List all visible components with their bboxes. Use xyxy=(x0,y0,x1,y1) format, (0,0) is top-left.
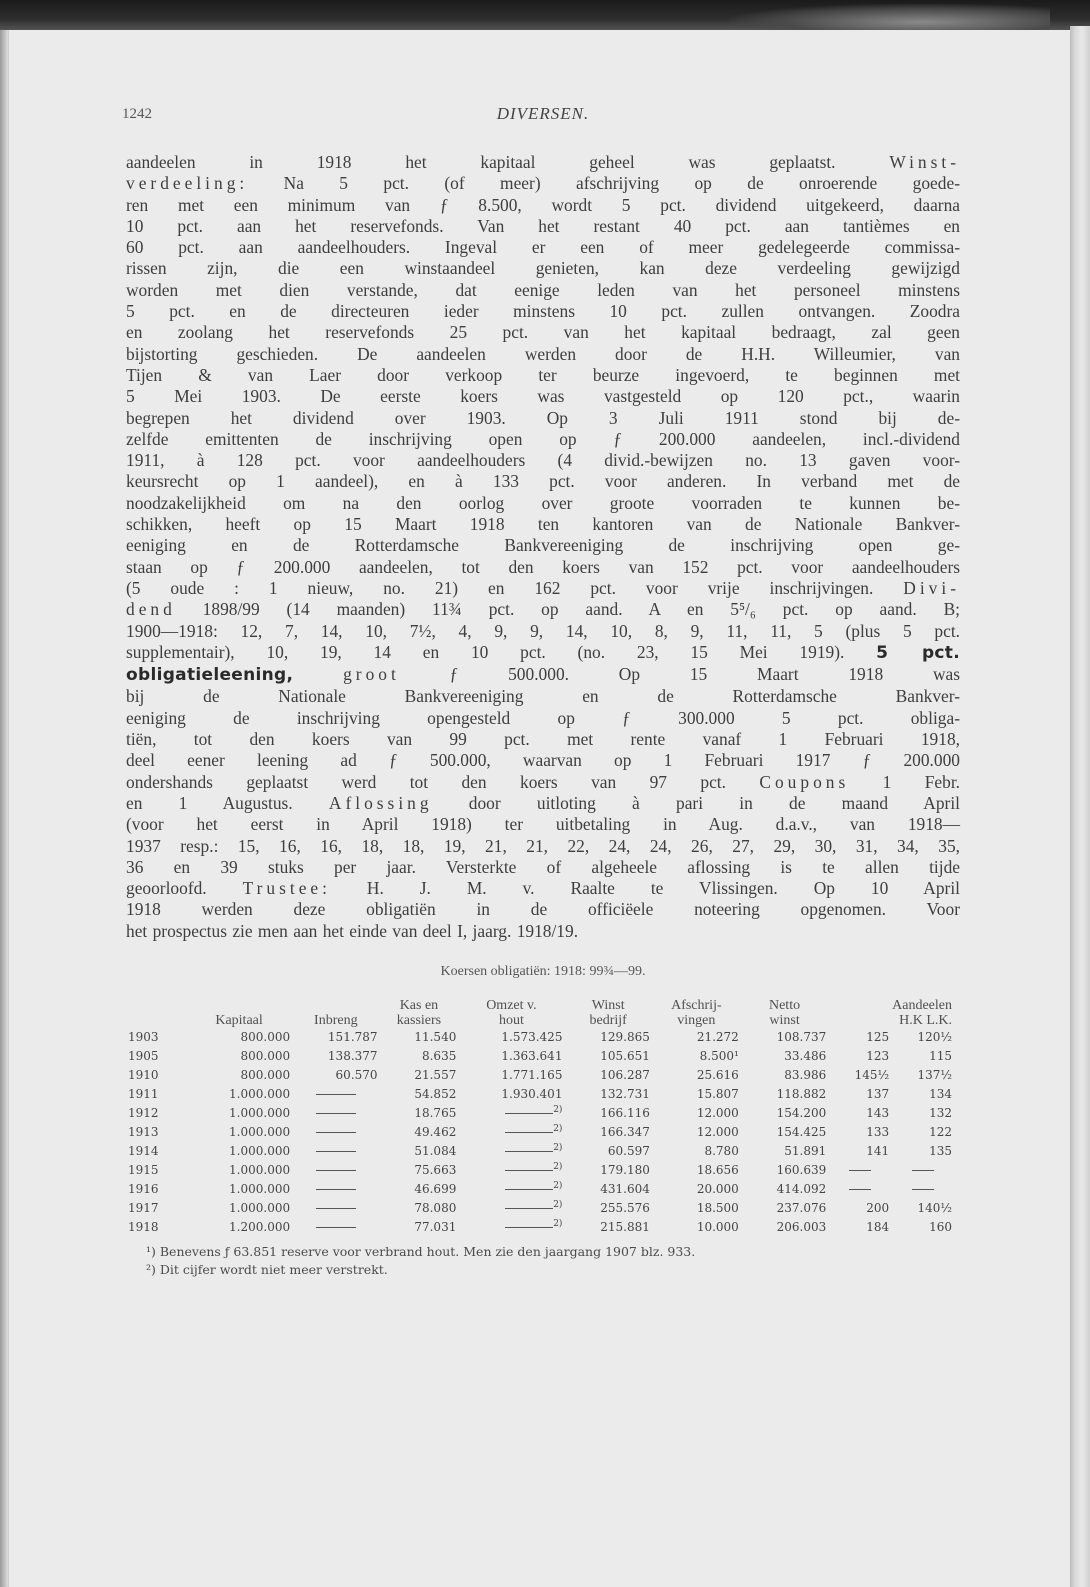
cell-hk: 184 xyxy=(866,1219,890,1234)
text-run: het prospectus zie men aan het einde van deel I, jaarg. 1918/19. xyxy=(126,920,579,941)
empty-dash xyxy=(849,1170,871,1171)
cell-year: 1905 xyxy=(128,1048,159,1063)
cell-year: 1917 xyxy=(128,1200,159,1215)
cell-kapitaal: 1.000.000 xyxy=(229,1162,291,1177)
cell-year: 1912 xyxy=(128,1105,159,1120)
text-line xyxy=(126,195,960,216)
footnote-marker: 2) xyxy=(553,1142,563,1153)
empty-dash xyxy=(912,1189,934,1190)
empty-dash xyxy=(505,1208,553,1209)
running-head xyxy=(122,100,960,134)
cell-afschrijvingen: 15.807 xyxy=(696,1086,739,1101)
cell-inbreng xyxy=(292,1180,379,1199)
cell-year: 1914 xyxy=(128,1143,159,1158)
text-line xyxy=(126,642,960,664)
text-run: 10 pct. aan het reservefonds. Van het restant 40 pct. aan tantièmes en xyxy=(126,215,960,236)
text-run: 5 pct. en de directeuren ieder minstens 10 pct. zullen ontvangen. Zoodra xyxy=(126,301,960,322)
text-line xyxy=(126,664,960,686)
text-run: 5 Mei 1903. De eerste koers was vastgesteld op 120 pct., waarin xyxy=(126,386,960,407)
financial-table xyxy=(126,998,954,1237)
table-header-top xyxy=(126,998,954,1013)
cell-winst: 129.865 xyxy=(600,1029,650,1044)
text-line xyxy=(126,578,960,599)
cell-kapitaal: 1.000.000 xyxy=(229,1086,291,1101)
text-line xyxy=(126,772,960,793)
cell-afschrijvingen: 8.500¹ xyxy=(699,1048,739,1063)
cell-netto: 154.200 xyxy=(776,1105,827,1120)
footnote-marker: 2) xyxy=(553,1218,563,1229)
cell-lk: 115 xyxy=(929,1048,952,1063)
cell-omzet xyxy=(458,1199,564,1218)
text-line xyxy=(126,708,960,729)
text-run: begrepen het dividend over 1903. Op 3 Juli 1911 stond bij de- xyxy=(126,407,960,428)
cell-year: 1915 xyxy=(128,1162,159,1177)
cell-afschrijvingen: 12.000 xyxy=(696,1124,739,1139)
table-row xyxy=(126,1104,954,1123)
cell-omzet xyxy=(458,1104,564,1123)
text-run: 1918 werden deze obligatiën in de officiëele noteering opgenomen. Voor xyxy=(126,899,960,920)
cell-inbreng: 138.377 xyxy=(327,1048,378,1063)
cell-hk: 125 xyxy=(866,1029,890,1044)
cell-hk: 137 xyxy=(866,1086,890,1101)
cell-kapitaal: 1.200.000 xyxy=(229,1219,291,1234)
text-line xyxy=(126,599,960,620)
cell-year: 1916 xyxy=(128,1181,159,1196)
cell-hk: 200 xyxy=(866,1200,890,1215)
table-row xyxy=(126,1199,954,1218)
text-line xyxy=(126,450,960,471)
text-run: bij de Nationale Bankvereeniging en de Rotterdamsche Bankver- xyxy=(126,686,960,707)
cell-winst: 215.881 xyxy=(600,1219,650,1234)
spaced-heading: dend xyxy=(126,599,176,620)
column-header: winst xyxy=(769,1012,800,1028)
cell-omzet xyxy=(458,1218,564,1237)
cell-afschrijvingen: 8.780 xyxy=(704,1143,739,1158)
text-run: staan op ƒ 200.000 aandeelen, tot den koers van 152 pct. voor aandeelhouders xyxy=(126,556,960,577)
cell-netto: 414.092 xyxy=(776,1181,827,1196)
empty-dash xyxy=(316,1132,356,1133)
cell-kas: 51.084 xyxy=(414,1143,457,1158)
cell-afschrijvingen: 18.500 xyxy=(696,1200,739,1215)
cell-kapitaal: 1.000.000 xyxy=(229,1200,291,1215)
cell-afschrijvingen: 20.000 xyxy=(696,1181,739,1196)
cell-kapitaal: 800.000 xyxy=(240,1029,291,1044)
page-content xyxy=(122,100,961,1279)
cell-lk: 132 xyxy=(929,1105,952,1120)
page-right-edge xyxy=(1070,26,1090,1587)
column-header-top: Afschrij- xyxy=(671,997,722,1013)
cell-lk: 140½ xyxy=(917,1200,952,1215)
table-row xyxy=(126,1142,954,1161)
cell-inbreng xyxy=(292,1218,379,1237)
empty-dash xyxy=(505,1113,553,1114)
column-header: kassiers xyxy=(396,1012,442,1028)
column-header-top: Winst xyxy=(591,997,625,1013)
text-run: 1 Febr. xyxy=(849,771,961,792)
spaced-heading: Winst- xyxy=(889,152,960,172)
cell-lk: 160 xyxy=(929,1219,952,1234)
cell-netto: 206.003 xyxy=(776,1219,827,1234)
text-run: supplementair), 10, 19, 14 en 10 pct. (no. 23, 15 Mei 1919). xyxy=(126,641,877,662)
cell-lk: 135 xyxy=(929,1143,952,1158)
text-run: eeniging de inschrijving opengesteld op ƒ 300.000 5 pct. obliga- xyxy=(126,707,960,728)
cell-winst: 431.604 xyxy=(600,1181,650,1196)
text-line xyxy=(126,686,960,707)
cell-inbreng xyxy=(292,1142,379,1161)
table-row xyxy=(126,1123,954,1142)
cell-netto: 154.425 xyxy=(776,1124,827,1139)
cell-kas: 8.635 xyxy=(421,1048,457,1063)
empty-dash xyxy=(505,1227,553,1228)
column-header: bedrijf xyxy=(589,1012,627,1028)
text-line xyxy=(126,386,960,407)
cell-year: 1911 xyxy=(128,1086,159,1101)
text-run: door uitloting à pari in de maand April xyxy=(432,792,961,813)
cell-kas: 11.540 xyxy=(414,1029,457,1044)
cell-afschrijvingen: 10.000 xyxy=(696,1219,739,1234)
table-row xyxy=(126,1180,954,1199)
cell-winst: 166.116 xyxy=(600,1105,650,1120)
footnote-2: ²) Dit cijfer wordt niet meer verstrekt. xyxy=(146,1261,388,1277)
text-run: (voor het eerst in April 1918) ter uitbetaling in Aug. d.a.v., van 1918— xyxy=(126,814,960,835)
cell-omzet: 1.771.165 xyxy=(501,1067,563,1082)
empty-dash xyxy=(316,1094,356,1095)
text-run: 1911, à 128 pct. voor aandeelhouders (4 divid.-bewijzen no. 13 gaven voor- xyxy=(126,450,960,471)
spaced-heading: Trustee: xyxy=(242,878,331,899)
text-run: 60 pct. aan aandeelhouders. Ingeval er een of meer gedelegeerde commissa- xyxy=(126,237,960,258)
text-line xyxy=(126,429,960,450)
empty-dash xyxy=(505,1189,553,1190)
text-run: 36 en 39 stuks per jaar. Versterkte of algeheele aflossing is te allen tijde xyxy=(126,856,960,877)
text-line xyxy=(126,173,960,194)
text-run: Tijen & van Laer door verkoop ter beurze ingevoerd, te beginnen met xyxy=(126,364,960,385)
cell-kas: 78.080 xyxy=(414,1200,457,1215)
cell-omzet xyxy=(458,1180,564,1199)
empty-dash xyxy=(316,1208,356,1209)
footnotes xyxy=(126,1243,960,1279)
table-body xyxy=(126,1028,954,1237)
cell-lk: 134 xyxy=(929,1086,952,1101)
text-run: en zoolang het reservefonds 25 pct. van het kapitaal bedraagt, zal geen xyxy=(126,322,960,343)
text-run: zelfde emittenten de inschrijving open op ƒ 200.000 aandeelen, incl.-dividend xyxy=(126,428,960,449)
bold-heading: obligatieleening, xyxy=(126,665,294,686)
text-run: 1900—1918: 12, 7, 14, 10, 7½, 4, 9, 9, 14, 10, 8, 9, 11, 11, 5 (plus 5 pct. xyxy=(126,620,960,641)
text-line xyxy=(126,237,960,258)
cell-kas: 54.852 xyxy=(414,1086,457,1101)
text-line xyxy=(126,514,960,535)
text-line xyxy=(126,258,960,279)
column-header-top: Aandeelen xyxy=(892,997,952,1013)
column-header-top: Omzet v. xyxy=(486,997,537,1013)
table-row xyxy=(126,1066,954,1085)
text-run: ƒ 500.000. Op 15 Maart 1918 was xyxy=(399,664,960,685)
table-row xyxy=(126,1218,954,1237)
text-run: rissen zijn, die een winstaandeel genieten, kan deze verdeeling gewijzigd xyxy=(126,258,960,279)
cell-kapitaal: 800.000 xyxy=(240,1048,291,1063)
cell-kas: 18.765 xyxy=(414,1105,457,1120)
text-line xyxy=(126,344,960,365)
column-header-top xyxy=(126,998,186,1013)
text-run: Na 5 pct. (of meer) afschrijving op de onroerende goede- xyxy=(248,173,960,194)
cell-hk: 141 xyxy=(866,1143,890,1158)
cell-kas: 46.699 xyxy=(414,1181,457,1196)
cell-omzet: 1.363.641 xyxy=(501,1048,563,1063)
cell-netto: 118.882 xyxy=(776,1086,827,1101)
spaced-heading: Coupons xyxy=(759,771,850,792)
text-line xyxy=(126,621,960,642)
text-line xyxy=(126,836,960,857)
spaced-heading: Divi- xyxy=(903,577,960,598)
text-run: bijstorting geschieden. De aandeelen werden door de H.H. Willeumier, van xyxy=(126,343,960,364)
cell-afschrijvingen: 18.656 xyxy=(696,1162,739,1177)
spaced-heading: verdeeling: xyxy=(126,173,249,194)
cell-winst: 106.287 xyxy=(600,1067,650,1082)
footnote-marker: 2) xyxy=(553,1161,563,1172)
cell-afschrijvingen: 25.616 xyxy=(696,1067,739,1082)
cell-inbreng: 60.570 xyxy=(335,1067,378,1082)
empty-dash xyxy=(505,1151,553,1152)
text-run xyxy=(293,664,343,684)
table-row xyxy=(126,1161,954,1180)
bold-heading: 5 pct. xyxy=(876,642,960,663)
body-paragraph xyxy=(126,152,960,942)
cell-winst: 132.731 xyxy=(600,1086,650,1101)
cell-omzet xyxy=(458,1161,564,1180)
cell-hk: 145½ xyxy=(854,1067,890,1082)
column-header: vingen xyxy=(677,1012,716,1028)
table-row xyxy=(126,1085,954,1104)
column-header: Kapitaal xyxy=(215,1012,263,1028)
cell-lk: 122 xyxy=(929,1124,952,1139)
cell-year: 1913 xyxy=(128,1124,159,1139)
column-header-top xyxy=(186,998,292,1013)
table-row xyxy=(126,1047,954,1066)
empty-dash xyxy=(316,1170,356,1171)
empty-dash xyxy=(849,1189,871,1190)
cell-winst: 255.576 xyxy=(600,1200,650,1215)
text-line xyxy=(126,408,960,429)
cell-netto: 83.986 xyxy=(784,1067,827,1082)
text-run: aandeelen in 1918 het kapitaal geheel was geplaatst. xyxy=(126,152,890,172)
section-title: DIVERSEN. xyxy=(496,104,590,123)
text-line xyxy=(126,557,960,578)
text-line xyxy=(126,750,960,771)
cell-lk xyxy=(891,1161,954,1180)
empty-dash xyxy=(316,1113,356,1114)
empty-dash xyxy=(912,1170,934,1171)
cell-kapitaal: 1.000.000 xyxy=(229,1124,291,1139)
cell-netto: 108.737 xyxy=(776,1029,827,1044)
table-caption: Koersen obligatiën: 1918: 99¾—99. xyxy=(440,963,646,979)
cell-kapitaal: 800.000 xyxy=(240,1067,291,1082)
text-run: worden met dien verstande, dat eenige leden van het personeel minstens xyxy=(126,279,960,300)
column-header-top: Kas en xyxy=(399,997,439,1013)
column-header xyxy=(126,1013,186,1028)
footnote-1: ¹) Benevens ƒ 63.851 reserve voor verbrand hout. Men zie den jaargang 1907 blz. 933. xyxy=(146,1243,696,1259)
spaced-heading: groot xyxy=(343,664,400,685)
cell-omzet: 1.573.425 xyxy=(501,1029,563,1044)
text-run: ren met een minimum van ƒ 8.500, wordt 5 pct. dividend uitgekeerd, daarna xyxy=(126,194,960,215)
text-line xyxy=(126,729,960,750)
cell-netto: 237.076 xyxy=(776,1200,827,1215)
text-run: (5 oude : 1 nieuw, no. 21) en 162 pct. voor vrije inschrijvingen. xyxy=(126,577,904,598)
text-line xyxy=(126,857,960,878)
cell-kapitaal: 1.000.000 xyxy=(229,1181,291,1196)
cell-winst: 105.651 xyxy=(600,1048,650,1063)
cell-inbreng xyxy=(292,1085,379,1104)
cell-lk xyxy=(891,1180,954,1199)
empty-dash xyxy=(505,1170,553,1171)
footnote-marker: 2) xyxy=(553,1199,563,1210)
cell-kapitaal: 1.000.000 xyxy=(229,1105,291,1120)
text-run: ondershands geplaatst werd tot den koers van 97 pct. xyxy=(126,771,760,792)
cell-inbreng xyxy=(292,1199,379,1218)
text-run: noodzakelijkheid om na den oorlog over groote voorraden te kunnen be- xyxy=(126,492,960,513)
cell-year: 1903 xyxy=(128,1029,159,1044)
cell-kas: 21.557 xyxy=(414,1067,457,1082)
cell-omzet xyxy=(458,1123,564,1142)
text-run: deel eener leening ad ƒ 500.000, waarvan op 1 Februari 1917 ƒ 200.000 xyxy=(126,750,960,771)
empty-dash xyxy=(316,1189,356,1190)
cell-winst: 166.347 xyxy=(600,1124,650,1139)
footnote-marker: 2) xyxy=(553,1180,563,1191)
cell-year: 1918 xyxy=(128,1219,159,1234)
cell-afschrijvingen: 12.000 xyxy=(696,1105,739,1120)
cell-kas: 49.462 xyxy=(414,1124,457,1139)
table-header-bottom xyxy=(126,1013,954,1028)
empty-dash xyxy=(505,1132,553,1133)
cell-omzet: 1.930.401 xyxy=(501,1086,563,1101)
cell-netto: 160.639 xyxy=(776,1162,827,1177)
page-number: 1242 xyxy=(122,106,152,122)
text-line xyxy=(126,535,960,556)
text-line xyxy=(126,878,960,899)
cell-netto: 33.486 xyxy=(784,1048,827,1063)
text-run: schikken, heeft op 15 Maart 1918 ten kantoren van de Nationale Bankver- xyxy=(126,514,960,535)
footnote-marker: 2) xyxy=(553,1104,563,1115)
text-line xyxy=(126,921,960,942)
footnote-marker: 2) xyxy=(553,1123,563,1134)
cell-inbreng: 151.787 xyxy=(327,1029,378,1044)
text-line xyxy=(126,301,960,322)
text-run: en 1 Augustus. xyxy=(126,792,329,813)
cell-inbreng xyxy=(292,1161,379,1180)
empty-dash xyxy=(316,1227,356,1228)
cell-afschrijvingen: 21.272 xyxy=(696,1029,739,1044)
text-run: keursrecht op 1 aandeel), en à 133 pct. voor anderen. In verband met de xyxy=(126,471,960,492)
column-header: Inbreng xyxy=(314,1012,358,1028)
cell-hk: 143 xyxy=(866,1105,890,1120)
text-line xyxy=(126,493,960,514)
column-header-top: Netto xyxy=(768,997,801,1013)
cell-hk: 123 xyxy=(866,1048,890,1063)
text-run: tiën, tot den koers van 99 pct. met rente vanaf 1 Februari 1918, xyxy=(126,729,960,750)
cell-year: 1910 xyxy=(128,1067,159,1082)
empty-dash xyxy=(316,1151,356,1152)
table-row xyxy=(126,1028,954,1047)
text-run: H. J. M. v. Raalte te Vlissingen. Op 10 April xyxy=(330,878,960,899)
cell-inbreng xyxy=(292,1104,379,1123)
scan-top-shadow xyxy=(0,0,1090,32)
text-line xyxy=(126,471,960,492)
text-run: eeniging en de Rotterdamsche Bankvereeniging de inschrijving open ge- xyxy=(126,535,960,556)
cell-lk: 120½ xyxy=(917,1029,952,1044)
column-header: H.K L.K. xyxy=(899,1012,952,1028)
spaced-heading: Aflossing xyxy=(328,792,433,813)
text-line xyxy=(126,793,960,814)
text-line xyxy=(126,814,960,835)
cell-omzet xyxy=(458,1142,564,1161)
text-line xyxy=(126,152,960,173)
cell-lk: 137½ xyxy=(917,1067,952,1082)
text-line xyxy=(126,322,960,343)
column-header-top xyxy=(292,998,379,1013)
text-line xyxy=(126,365,960,386)
cell-winst: 179.180 xyxy=(600,1162,650,1177)
cell-hk xyxy=(828,1161,891,1180)
page-left-edge xyxy=(0,30,8,1587)
cell-hk xyxy=(828,1180,891,1199)
text-run: 1898/99 (14 maanden) 11¾ pct. op aand. A en 5⁵/₆ pct. op aand. B; xyxy=(175,599,960,620)
cell-kas: 77.031 xyxy=(414,1219,457,1234)
cell-kapitaal: 1.000.000 xyxy=(229,1143,291,1158)
cell-inbreng xyxy=(292,1123,379,1142)
text-run: 1937 resp.: 15, 16, 16, 18, 18, 19, 21, 21, 22, 24, 24, 26, 27, 29, 30, 31, 34, 35, xyxy=(126,835,960,856)
cell-hk: 133 xyxy=(866,1124,890,1139)
cell-kas: 75.663 xyxy=(414,1162,457,1177)
text-line xyxy=(126,280,960,301)
text-line xyxy=(126,216,960,237)
column-header: hout xyxy=(498,1012,524,1028)
cell-netto: 51.891 xyxy=(784,1143,827,1158)
text-run: geoorloofd. xyxy=(126,878,243,899)
cell-winst: 60.597 xyxy=(607,1143,650,1158)
text-line xyxy=(126,899,960,920)
